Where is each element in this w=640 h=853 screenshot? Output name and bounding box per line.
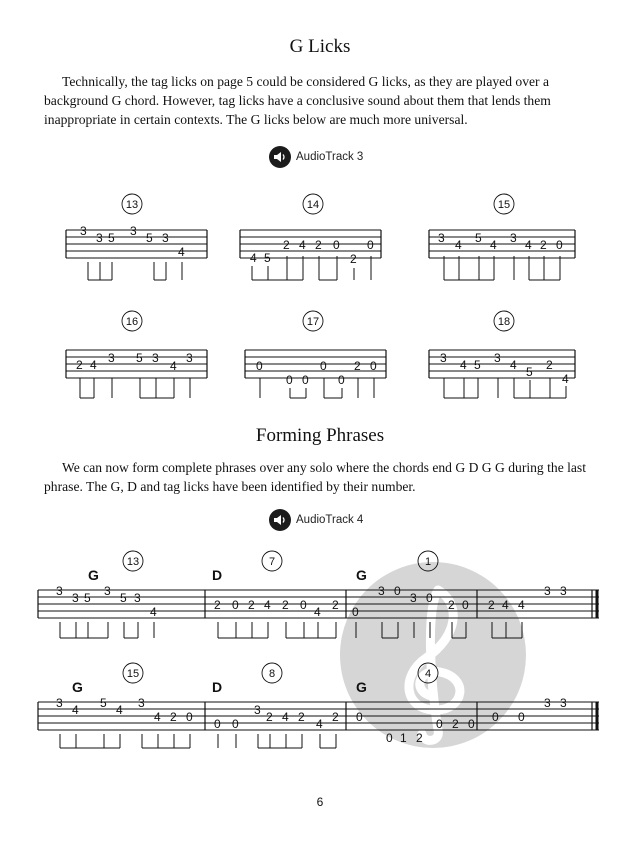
svg-text:4: 4 (314, 605, 321, 619)
lick-17-staff (245, 350, 386, 378)
svg-text:0: 0 (436, 717, 443, 731)
page-number: 6 (316, 795, 324, 809)
svg-text:4: 4 (562, 372, 569, 386)
svg-text:2: 2 (298, 710, 305, 724)
chord-name: G (356, 679, 367, 695)
svg-text:4: 4 (316, 717, 323, 731)
svg-text:0: 0 (186, 710, 193, 724)
lick-15-staff (429, 230, 575, 258)
svg-text:3: 3 (104, 584, 111, 598)
svg-text:0: 0 (232, 717, 239, 731)
lick-number: 16 (125, 316, 139, 328)
lick-number: 15 (497, 199, 511, 211)
svg-text:3: 3 (56, 584, 63, 598)
svg-text:0: 0 (556, 238, 563, 252)
audio-track-label: AudioTrack 3 (296, 151, 364, 163)
svg-text:2: 2 (546, 358, 553, 372)
svg-text:0: 0 (518, 710, 525, 724)
intro-paragraph-g-licks: Technically, the tag licks on page 5 could be considered G licks, as they are played over a background G chord. However, tag licks have a conclusive sound about them that lends them inappropriate in certain contexts. The G licks below are much more universal. (44, 74, 551, 127)
svg-text:2: 2 (282, 598, 289, 612)
lick-number: 7 (268, 556, 276, 568)
svg-text:2: 2 (332, 710, 339, 724)
section-title-g-licks: G Licks (289, 36, 351, 57)
lick-number: 14 (306, 199, 320, 211)
intro-paragraph-forming-phrases: We can now form complete phrases over any solo where the chords end G D G G during the last phrase. The G, D and tag licks have been identified by their number. (44, 460, 587, 494)
speaker-icon (269, 509, 291, 531)
svg-text:2: 2 (350, 252, 357, 266)
lick-number: 8 (268, 668, 276, 680)
svg-text:5: 5 (108, 231, 115, 245)
svg-text:0: 0 (320, 359, 327, 373)
svg-text:3: 3 (80, 224, 87, 238)
svg-text:5: 5 (100, 696, 107, 710)
lick-number: 18 (497, 316, 511, 328)
svg-text:3: 3 (560, 696, 567, 710)
svg-text:5: 5 (136, 351, 143, 365)
svg-text:5: 5 (84, 591, 91, 605)
svg-text:1: 1 (400, 731, 407, 745)
svg-text:0: 0 (286, 373, 293, 387)
svg-text:4: 4 (510, 358, 517, 372)
section-title-forming-phrases: Forming Phrases (255, 425, 385, 446)
lick-number: 4 (424, 668, 432, 680)
svg-text:4: 4 (72, 703, 79, 717)
svg-text:3: 3 (410, 591, 417, 605)
svg-text:5: 5 (475, 231, 482, 245)
svg-text:3: 3 (72, 591, 79, 605)
svg-text:2: 2 (540, 238, 547, 252)
lick-number: 17 (306, 316, 320, 328)
svg-text:4: 4 (502, 598, 509, 612)
svg-text:2: 2 (76, 358, 83, 372)
lick-14-staff (240, 230, 381, 258)
svg-text:3: 3 (560, 584, 567, 598)
svg-text:2: 2 (452, 717, 459, 731)
svg-text:0: 0 (256, 359, 263, 373)
svg-text:4: 4 (178, 245, 185, 259)
svg-text:2: 2 (266, 710, 273, 724)
svg-text:2: 2 (332, 598, 339, 612)
svg-text:4: 4 (170, 359, 177, 373)
svg-text:5: 5 (474, 358, 481, 372)
svg-text:4: 4 (264, 598, 271, 612)
svg-text:3: 3 (544, 584, 551, 598)
svg-text:4: 4 (460, 358, 467, 372)
svg-text:3: 3 (438, 231, 445, 245)
svg-text:3: 3 (254, 703, 261, 717)
svg-text:4: 4 (518, 598, 525, 612)
svg-text:5: 5 (120, 591, 127, 605)
lick-number: 13 (126, 556, 140, 568)
svg-text:3: 3 (162, 231, 169, 245)
svg-text:4: 4 (154, 710, 161, 724)
svg-text:2: 2 (448, 598, 455, 612)
chord-name: G (356, 567, 367, 583)
svg-text:3: 3 (108, 351, 115, 365)
svg-text:3: 3 (510, 231, 517, 245)
svg-text:2: 2 (248, 598, 255, 612)
svg-text:3: 3 (544, 696, 551, 710)
svg-text:4: 4 (90, 358, 97, 372)
svg-text:4: 4 (116, 703, 123, 717)
svg-text:5: 5 (264, 251, 271, 265)
lick-number: 1 (424, 556, 432, 568)
svg-text:3: 3 (186, 351, 193, 365)
chord-name: D (212, 679, 223, 695)
svg-text:3: 3 (494, 351, 501, 365)
svg-text:2: 2 (283, 238, 290, 252)
svg-text:2: 2 (214, 598, 221, 612)
svg-text:5: 5 (526, 365, 533, 379)
svg-text:3: 3 (138, 696, 145, 710)
svg-text:2: 2 (354, 359, 361, 373)
svg-text:0: 0 (300, 598, 307, 612)
svg-text:0: 0 (338, 373, 345, 387)
svg-text:0: 0 (333, 238, 340, 252)
svg-text:4: 4 (250, 251, 257, 265)
svg-text:4: 4 (525, 238, 532, 252)
svg-text:0: 0 (356, 710, 363, 724)
svg-text:4: 4 (455, 238, 462, 252)
svg-text:3: 3 (96, 231, 103, 245)
svg-text:3: 3 (440, 351, 447, 365)
svg-text:4: 4 (490, 238, 497, 252)
svg-text:2: 2 (416, 731, 423, 745)
svg-text:0: 0 (370, 359, 377, 373)
svg-text:2: 2 (488, 598, 495, 612)
chord-name: D (212, 567, 223, 583)
svg-text:4: 4 (299, 238, 306, 252)
svg-text:3: 3 (56, 696, 63, 710)
svg-text:4: 4 (150, 605, 157, 619)
svg-text:0: 0 (468, 717, 475, 731)
chord-name: G (88, 567, 99, 583)
svg-text:4: 4 (282, 710, 289, 724)
svg-text:5: 5 (146, 231, 153, 245)
svg-text:2: 2 (315, 238, 322, 252)
lick-number: 15 (126, 668, 140, 680)
svg-text:0: 0 (492, 710, 499, 724)
svg-text:0: 0 (232, 598, 239, 612)
svg-text:0: 0 (367, 238, 374, 252)
chord-name: G (72, 679, 83, 695)
svg-text:0: 0 (386, 731, 393, 745)
lick-number: 13 (125, 199, 139, 211)
svg-text:0: 0 (352, 605, 359, 619)
svg-text:3: 3 (152, 351, 159, 365)
audio-track-label: AudioTrack 4 (296, 514, 364, 526)
lick-18-staff (429, 350, 575, 378)
svg-text:2: 2 (170, 710, 177, 724)
svg-text:0: 0 (302, 373, 309, 387)
svg-text:0: 0 (426, 591, 433, 605)
svg-text:3: 3 (130, 224, 137, 238)
svg-text:0: 0 (394, 584, 401, 598)
svg-text:3: 3 (378, 584, 385, 598)
audio-track-4[interactable] (269, 509, 363, 531)
svg-text:3: 3 (134, 591, 141, 605)
svg-text:0: 0 (214, 717, 221, 731)
svg-text:0: 0 (462, 598, 469, 612)
